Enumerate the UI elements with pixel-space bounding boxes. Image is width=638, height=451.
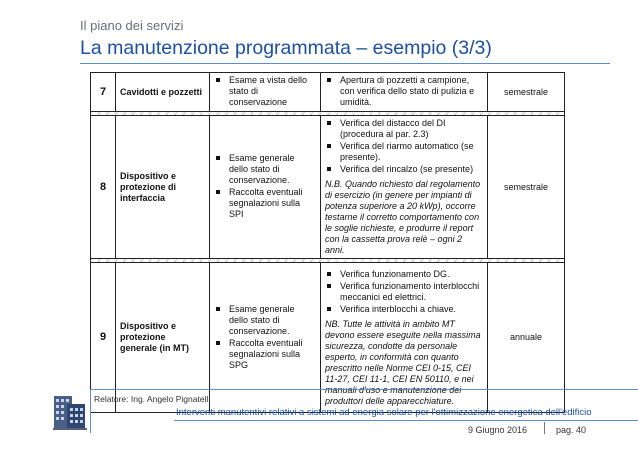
check-item: Raccolta eventuali segnalazioni sulla SPI: [214, 187, 316, 220]
action-item: Verifica funzionamento DG.: [325, 269, 483, 280]
component-name: Dispositivo e protezione di interfaccia: [116, 116, 210, 259]
note-text: N.B. Quando richiesto dal regolamento di esercizio (in genere per impianti di potenza superiore a 20 kWp), occorre testarne il corretto comportamento con le soglie richieste, e produrre il report con la cassetta prova relè – ogni 2 anni.: [325, 179, 481, 255]
row-number: 8: [91, 116, 116, 259]
component-name: Cavidotti e pozzetti: [116, 73, 210, 112]
footer-vertical-divider: [90, 389, 91, 433]
checks-cell: [210, 116, 321, 259]
table-row: [91, 73, 565, 112]
action-item: Verifica del rincalzo (se presente): [325, 164, 483, 175]
actions-cell: [321, 73, 488, 112]
frequency: semestrale: [488, 73, 565, 112]
action-item: Apertura di pozzetti a campione, con verifica dello stato di pulizia e umidità.: [325, 75, 483, 108]
note-text: NB. Tutte le attività in ambito MT devono essere eseguite nella massima sicurezza, condotte da personale esperto, in conformità con quanto prescritto nelle Norme CEI 0-15, CEI 11-27, CEI 11-1, CEI EN 50110, e nei produttori delle apparecchiature.: [325, 318, 481, 406]
checks-cell: [210, 73, 321, 112]
row-number: 9: [91, 263, 116, 413]
action-item: Verifica del distacco del DI (procedura al par. 2.3): [325, 118, 483, 140]
check-item: Esame generale dello stato di conservazione.: [214, 304, 316, 337]
check-item: Raccolta eventuali segnalazioni sulla SPG: [214, 338, 316, 371]
footer-divider: [90, 389, 638, 390]
table-row: [91, 116, 565, 259]
speaker-label: Relatore: Ing. Angelo Pignatelli: [94, 394, 211, 404]
section-label: Il piano dei servizi: [80, 18, 184, 33]
table-row: [91, 263, 565, 413]
title-divider: [80, 63, 610, 64]
check-item: Esame generale dello stato di conservazione.: [214, 153, 316, 186]
page-title: La manutenzione programmata – esempio (3/3): [80, 37, 492, 59]
building-logo-icon: [53, 390, 87, 435]
presentation-subtitle: Interventi manutentivi relativi a sistemi ad energia solare per l'ottimizzazione energetica dell'edificio: [176, 407, 592, 418]
frequency: annuale: [488, 263, 565, 413]
frequency: semestrale: [488, 116, 565, 259]
footer-separator: [544, 422, 545, 434]
footer-subtitle-divider: [174, 420, 638, 421]
action-item: Verifica del riarmo automatico (se presente).: [325, 141, 483, 163]
check-item: Esame a vista dello stato di conservazione: [214, 75, 316, 108]
action-item: Verifica interblocchi a chiave.: [325, 304, 483, 315]
page-number: pag. 40: [556, 425, 587, 435]
presentation-date: 9 Giugno 2016: [468, 425, 528, 435]
component-name: Dispositivo e protezione generale (in MT): [116, 263, 210, 413]
checks-cell: [210, 263, 321, 413]
row-number: 7: [91, 73, 116, 112]
maintenance-table: [90, 72, 565, 413]
actions-cell: [321, 116, 488, 259]
actions-cell: [321, 263, 488, 413]
action-item: Verifica funzionamento interblocchi meccanici ed elettrici.: [325, 281, 483, 303]
